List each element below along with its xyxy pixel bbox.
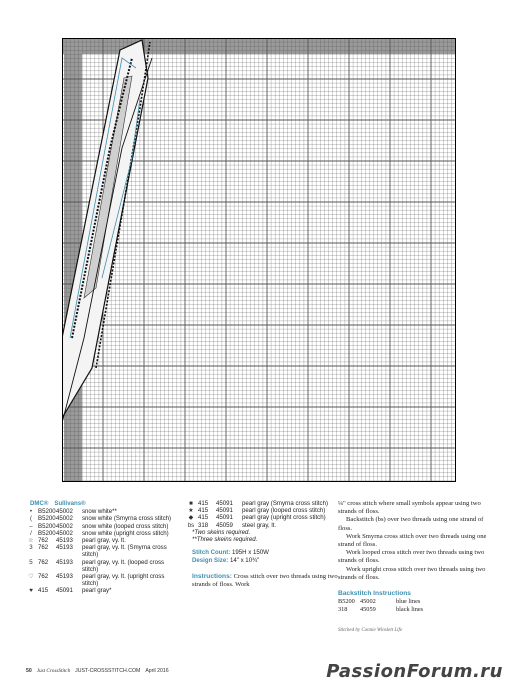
description: pearl gray (Smyrna cross stitch) [242,500,329,507]
description: steel gray, lt. [242,521,277,529]
symbol: – [29,522,33,530]
instructions-right [338,500,498,636]
design-size-label: Design Size: [192,557,229,565]
symbol: ◆ [188,514,194,522]
dmc-code: B5200 [38,522,56,530]
symbol: ■ [189,500,193,507]
description: pearl gray, vy. lt. (upright cross stitch) [82,573,165,588]
dmc-code: B5200 [38,515,56,523]
backstitch-c1: 318 [338,605,348,613]
instr-para-3: Work Smyrna cross stitch over two threads using one strand of floss. [338,532,487,549]
issue-date: April 2016 [145,668,169,674]
description: pearl gray, vy. lt. (Smyrna cross stitch) [82,544,167,559]
symbol: ☆ [28,537,34,545]
sullivans-code: 45193 [56,537,73,545]
instructions [192,573,344,589]
left-row [24,515,174,522]
stitch-stats [192,549,344,565]
design-size-value: 14" x 10¾" [229,557,260,565]
stitch-count-value: 195H x 150W [231,549,269,557]
symbol: / [30,529,32,537]
cross-stitch-chart [62,38,456,482]
stitched-by: Stitched by Connie Winslett Life [338,628,403,634]
instr-para-1: ¼" cross stitch where small symbols appear using two strands of floss. [338,500,481,516]
symbol: • [29,508,33,516]
description: snow white (looped cross stitch) [82,522,169,530]
instr-para-2: Backstitch (bs) over two threads using one strand of floss. [338,516,484,532]
backstitch-title: Backstitch Instructions [338,590,411,598]
sullivans-code: 45193 [56,573,73,581]
left-row [24,523,174,530]
symbol: ★ [188,507,194,515]
symbol: 5 [29,558,33,566]
backstitch-row [338,598,498,606]
sullivans-code: 45002 [56,529,73,537]
dmc-code: 415 [198,507,209,515]
left-row [24,559,174,573]
dmc-header: DMC® [30,500,49,507]
symbol: ( [29,515,33,523]
description: pearl gray, vy. lt. (looped cross stitch) [82,558,165,573]
backstitch-row [338,606,498,614]
dmc-code: 762 [38,537,49,545]
symbol: ♡ [28,573,34,581]
dmc-code: B5200 [38,508,56,516]
symbol: ♥ [29,587,33,595]
dmc-code: 415 [38,587,49,595]
instructions-label: Instructions: [192,573,232,581]
middle-row [184,507,344,514]
sullivans-code: 45002 [56,522,73,530]
description: snow white** [82,508,117,516]
middle-row [184,500,344,507]
sullivans-code: 45091 [56,587,73,595]
middle-row [184,522,344,529]
sullivans-code: 45091 [216,500,233,507]
left-row [24,573,174,587]
left-row [24,508,174,515]
description: pearl gray, vy. lt. [82,537,126,545]
note-three-skeins: **Three skeins required. [192,536,258,544]
sullivans-code: 45002 [56,508,73,516]
dmc-code: B5200 [38,529,56,537]
sullivans-code: 45193 [56,544,73,552]
page-number: 50 [26,668,32,674]
backstitch-desc: blue lines [396,598,421,606]
description: pearl gray (looped cross stitch) [242,507,326,515]
sullivans-header: Sullivans® [54,500,86,507]
watermark: PassionForum.ru [326,661,503,682]
backstitch-c1: B5200 [338,598,355,606]
symbol: 3 [29,544,33,552]
instructions-text: Cross stitch over two threads using two strands of floss. Work [192,573,338,589]
dmc-code: 762 [38,544,49,552]
dmc-code: 762 [38,558,49,566]
note-two-skeins: *Two skeins required. [192,528,251,536]
page-footer [26,668,169,674]
dmc-code: 318 [198,521,209,529]
color-key-middle [184,500,344,589]
description: pearl gray* [82,587,112,595]
sullivans-code: 45059 [216,521,233,529]
backstitch-c2: 45059 [360,605,376,613]
sullivans-code: 45091 [216,514,233,522]
sullivans-code: 45002 [56,515,73,523]
chart-grid [62,38,456,482]
description: snow white (Smyrna cross stitch) [82,515,172,523]
sullivans-code: 45193 [56,558,73,566]
left-row [24,530,174,537]
description: pearl gray (upright cross stitch) [242,514,326,522]
instr-para-4: Work looped cross stitch over two threads using two strands of floss. [338,549,485,565]
left-row [24,544,174,558]
dmc-code: 762 [38,573,49,581]
instr-para-5: Work upright cross stitch over two threads using two strands of floss. [338,565,486,581]
site-url: JUST-CROSSSTITCH.COM [75,668,141,674]
sullivans-code: 45091 [216,507,233,515]
left-row [24,537,174,544]
backstitch-desc: black lines [396,605,424,613]
stitch-count-label: Stitch Count: [192,549,231,557]
key-header [30,500,174,507]
backstitch-c2: 45002 [360,598,376,606]
middle-row [184,514,344,521]
symbol: bs [187,521,195,529]
color-key-left [24,500,174,595]
left-row [24,587,174,594]
dmc-code: 415 [198,514,209,522]
description: snow white (upright cross stitch) [82,529,169,537]
dmc-code: 415 [198,500,209,507]
magazine-name: Just CrossStitch [36,668,71,674]
